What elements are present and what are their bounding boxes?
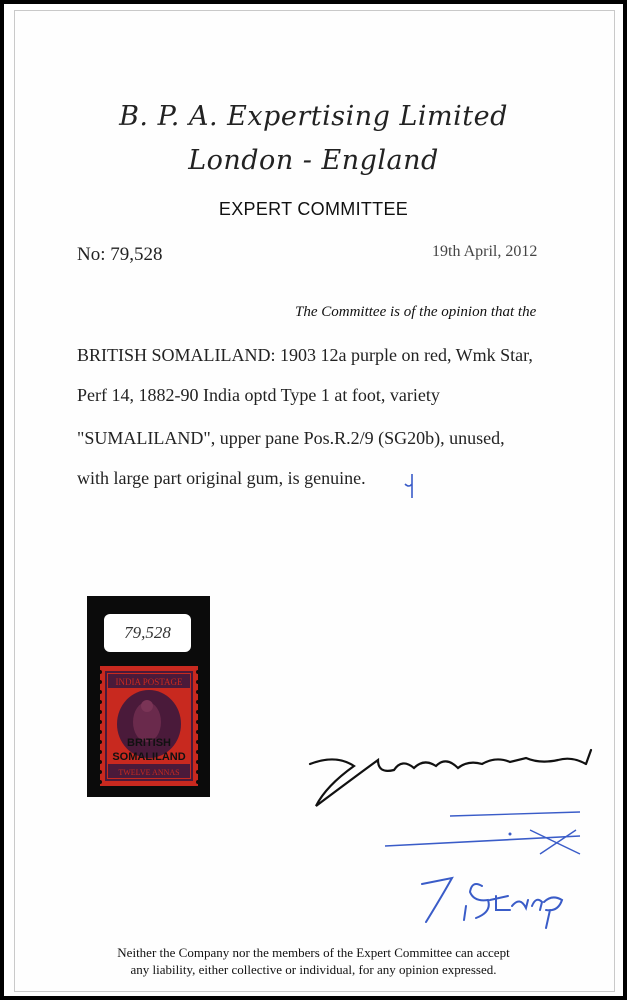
stamp-overprint-1: BRITISH <box>127 737 171 749</box>
certificate-number: No: 79,528 <box>77 244 163 265</box>
stamp-bottom-text: TWELVE ANNAS <box>118 768 180 777</box>
stamp-image <box>100 666 198 786</box>
company-location: London - England <box>188 145 439 176</box>
disclaimer <box>0 944 627 978</box>
company-name: B. P. A. Expertising Limited <box>119 101 508 132</box>
checkmark-icon <box>403 472 417 502</box>
disclaimer-line-2: any liability, either collective or individual, for any opinion expressed. <box>130 962 497 977</box>
signature-3 <box>412 866 572 932</box>
photo-label: 79,528 <box>104 614 191 652</box>
opinion-intro: The Committee is of the opinion that the <box>295 304 537 320</box>
certificate-date: 19th April, 2012 <box>432 243 538 260</box>
signature-2 <box>380 808 590 868</box>
opinion-line-4: with large part original gum, is genuine. <box>77 468 366 488</box>
stamp-top-text: INDIA POSTAGE <box>115 677 183 687</box>
opinion-line-2: Perf 14, 1882-90 India optd Type 1 at foot, variety <box>77 385 440 405</box>
stamp-overprint-2: SOMALILAND <box>112 751 186 763</box>
opinion-line-1: BRITISH SOMALILAND: 1903 12a purple on red, Wmk Star, <box>77 345 533 365</box>
committee-heading: EXPERT COMMITTEE <box>218 199 409 219</box>
signature-1 <box>296 746 596 816</box>
disclaimer-line-1: Neither the Company nor the members of the Expert Committee can accept <box>117 945 510 960</box>
opinion-line-3: "SUMALILAND", upper pane Pos.R.2/9 (SG20b), unused, <box>77 428 505 448</box>
